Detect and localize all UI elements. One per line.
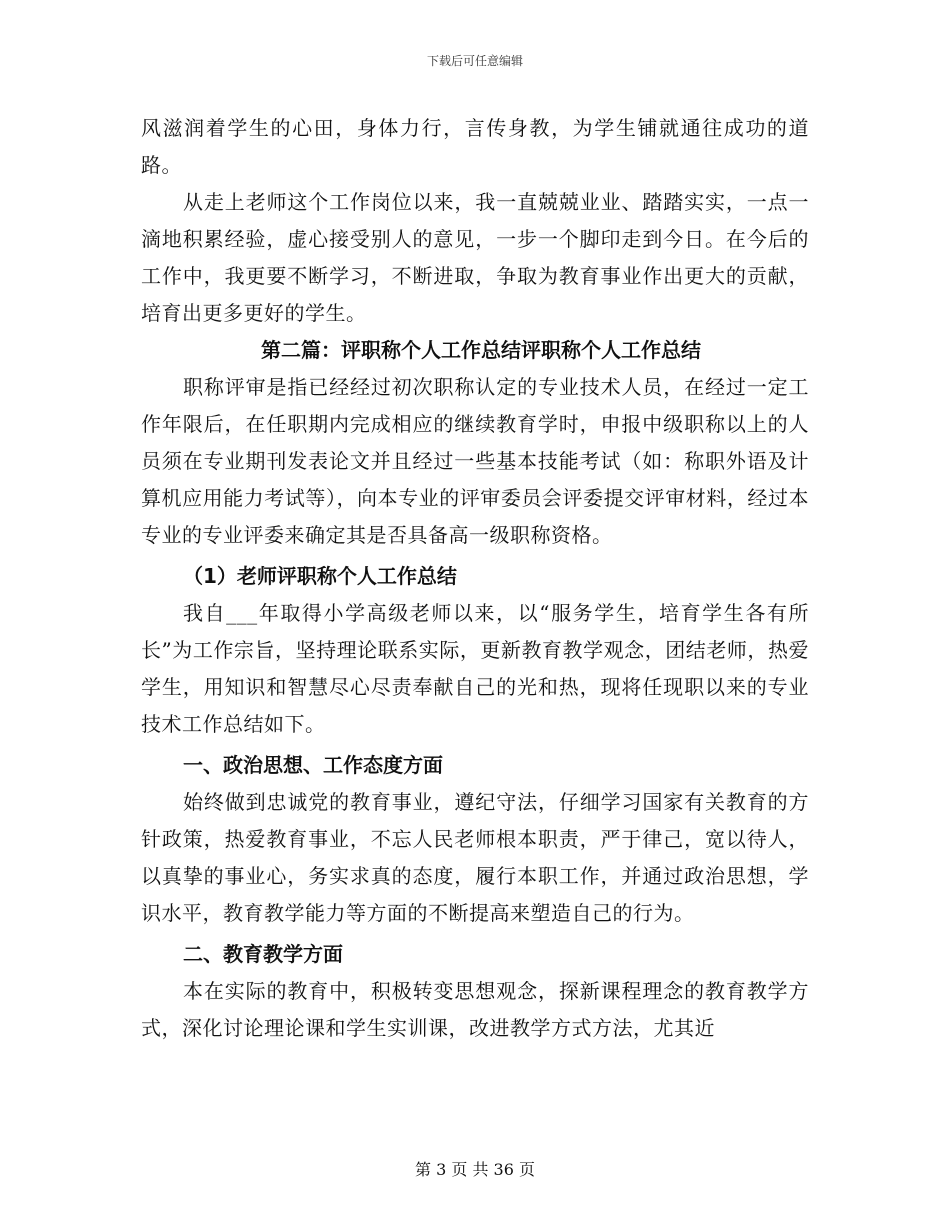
section-title-part-two: 第二篇：评职称个人工作总结评职称个人工作总结 xyxy=(261,338,701,362)
paragraph-3: 职称评审是指已经经过初次职称认定的专业技术人员，在经过一定工作年限后，在任职期内完成相应的继续教育学时，申报中级职称以上的人员须在专业期刊发表论文并且经过一些基本技能考试（如：称职外语及计算机应用能力考试等），向本专业的评审委员会评委提交评审材料，经过本专业的专业评委来确定其是否具备高一级职称资格。 xyxy=(141,375,809,547)
subheading-political-thought: 一、政治思想、工作态度方面 xyxy=(183,753,443,777)
subheading-teacher-summary: （1）老师评职称个人工作总结 xyxy=(183,564,457,588)
page-footer: 第 3 页 共 36 页 xyxy=(415,1160,535,1179)
document-body xyxy=(141,110,809,1047)
paragraph-1: 风滋润着学生的心田，身体力行，言传身教，为学生铺就通往成功的道路。 xyxy=(141,116,809,177)
paragraph-5: 始终做到忠诚党的教育事业，遵纪守法，仔细学习国家有关教育的方针政策，热爱教育事业，不忘人民老师根本职责，严于律己，宽以待人，以真挚的事业心，务实求真的态度，履行本职工作，并通过政治思想，学识水平，教育教学能力等方面的不断提高来塑造自己的行为。 xyxy=(141,790,809,925)
page-header: 下载后可任意编辑 xyxy=(426,54,523,68)
paragraph-2: 从走上老师这个工作岗位以来，我一直兢兢业业、踏踏实实，一点一滴地积累经验，虚心接受别人的意见，一步一个脚印走到今日。在今后的工作中，我更要不断学习，不断进取，争取为教育事业作出更大的贡献，培育出更多更好的学生。 xyxy=(141,190,809,325)
paragraph-4: 我自___年取得小学高级老师以来，以“服务学生，培育学生各有所长”为工作宗旨，坚持理论联系实际，更新教育教学观念，团结老师，热爱学生，用知识和智慧尽心尽责奉献自己的光和热，现将任现职以来的专业技术工作总结如下。 xyxy=(141,601,809,736)
subheading-education-teaching: 二、教育教学方面 xyxy=(183,942,343,966)
paragraph-6: 本在实际的教育中，积极转变思想观念，探新课程理念的教育教学方式，深化讨论理论课和学生实训课，改进教学方式方法，尤其近 xyxy=(141,979,809,1040)
